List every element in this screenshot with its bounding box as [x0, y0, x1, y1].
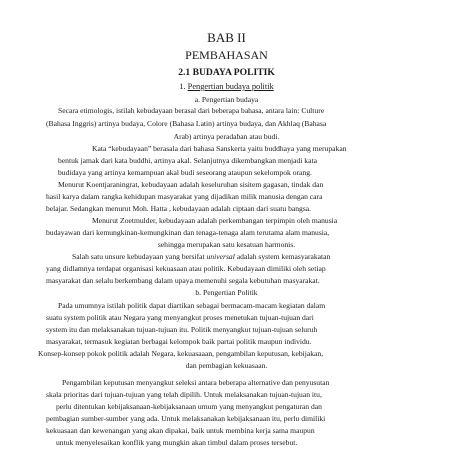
subsection-heading: [0, 82, 453, 91]
paragraph-line: pembagian sumber-sumber yang ada. Untuk melaksanakan kebijaksanaan itu, perlu dimiliki: [46, 414, 326, 423]
paragraph-line: Arab) artinya peradaban atau budi.: [173, 132, 280, 141]
chapter-heading: PEMBAHASAN: [185, 48, 268, 62]
paragraph-line: hasil karya dalam rangka kehidupan masyarakat yang dijadikan milik manusia dengan cara: [46, 192, 323, 201]
paragraph-line: sehingga merupakan satu kesatuan harmonis.: [157, 240, 296, 249]
paragraph-line: dan pembagian kekuasaan.: [185, 361, 268, 370]
point-b-heading: b. Pengertian Politik: [195, 288, 258, 297]
paragraph-line: suatu system politik atau Negara yang menyangkut proses menetukan tujuan-tujuan dari: [46, 313, 314, 322]
paragraph-line: kekuasaan dan kewenangan yang akan dipakai, baik untuk membina kerja sama maupun: [46, 426, 315, 435]
paragraph-line: Menurut Koentjaraningrat, kebudayaan adalah keseluruhan sisitem gagasan, tindak dan: [58, 180, 324, 189]
text-run: Salah satu unsure kebudayaan yang bersifat: [72, 252, 207, 261]
paragraph-line: budayawan dari kemungkinan-kemungkinan dan tenaga-tenaga alam terutama alam manusia,: [46, 228, 330, 237]
subsection-number: 1.: [179, 82, 186, 91]
paragraph-line: (Bahasa Inggris) artinya budaya, Colore (Bahasa Latin) artinya budaya, dan Akhlaq (Bahasa: [46, 119, 327, 128]
paragraph-line: untuk menyelesaikan konflik yang mungkin akan timbul dalam proses tersebut.: [56, 438, 298, 447]
paragraph-line: skala prioritas dari tujuan-tujuan yang telah dipilih. Untuk melaksanakan tujuan-tujuan itu,: [46, 390, 322, 399]
paragraph-line: budidaya yang artinya kemampuan akal budi seseorang ataupun sekelompok orang.: [58, 168, 312, 177]
paragraph-line: Pada umumnya istilah politik dapat diartikan sebagai bermacam-macam kegiatan dalam: [58, 301, 326, 310]
paragraph-line: belajar. Sedangkan menurut Moh. Hatta , kebudayaan adalah ciptaan dari suatu bangsa.: [46, 204, 312, 213]
italic-term: universal: [206, 252, 235, 261]
paragraph-line: Kata “kebudayaan” berasala dari bahasa Sanskerta yaitu buddhaya yang merupakan: [92, 144, 347, 153]
section-title: 2.1 BUDAYA POLITIK: [178, 67, 275, 78]
paragraph-line: Menurut Zoetmulder, kebudayaan adalah perkembangan terpimpin oleh manusia: [92, 216, 338, 225]
paragraph-line: system itu dan melaksanakan tujuan-tujuan itu. Politik menyangkut tujuan-tujuan seluruh: [46, 325, 318, 334]
paragraph-line: masyarakat, termasuk kegiatan berbagai kelompok baik partai politik maupun individu.: [46, 337, 312, 346]
paragraph-line: masyarakat dan selalu berkembang dalam upaya memenuhi segala kebutuhan masyarakat.: [46, 276, 320, 285]
chapter-label: BAB II: [207, 30, 246, 45]
subsection-title: Pengertian budaya politik: [187, 82, 274, 91]
point-a-heading: a. Pengertian budaya: [194, 95, 259, 104]
text-run: adalah system kemasyarakatan: [234, 252, 331, 261]
paragraph-line: bentuk jamak dari kata buddhi, artinya akal. Selanjutnya dikembangkan menjadi kata: [58, 156, 317, 165]
paragraph-line: perlu ditentukan kebijaksanaan-kebijaksanaan umum yang menyangkut pengaturan dan: [56, 402, 322, 411]
paragraph-line: Pengambilan keputusan menyangkut seleksi antara beberapa alternative dan penyusutan: [62, 378, 330, 387]
paragraph-line: Secara etimologis, istilah kebudayaan berasal dari beberapa bahasa, antara lain: Culture: [58, 106, 325, 115]
paragraph-line: Konsep-konsep pokok politik adalah Negara, kekuasaaan, pengambilan keputusan, kebijakan,: [38, 349, 324, 358]
paragraph-line: yang didlamnya terdapat organisasi kekuasaan atau politik. Kebudayaan dimiliki oleh setiap: [46, 264, 326, 273]
paragraph-line: [72, 252, 330, 262]
